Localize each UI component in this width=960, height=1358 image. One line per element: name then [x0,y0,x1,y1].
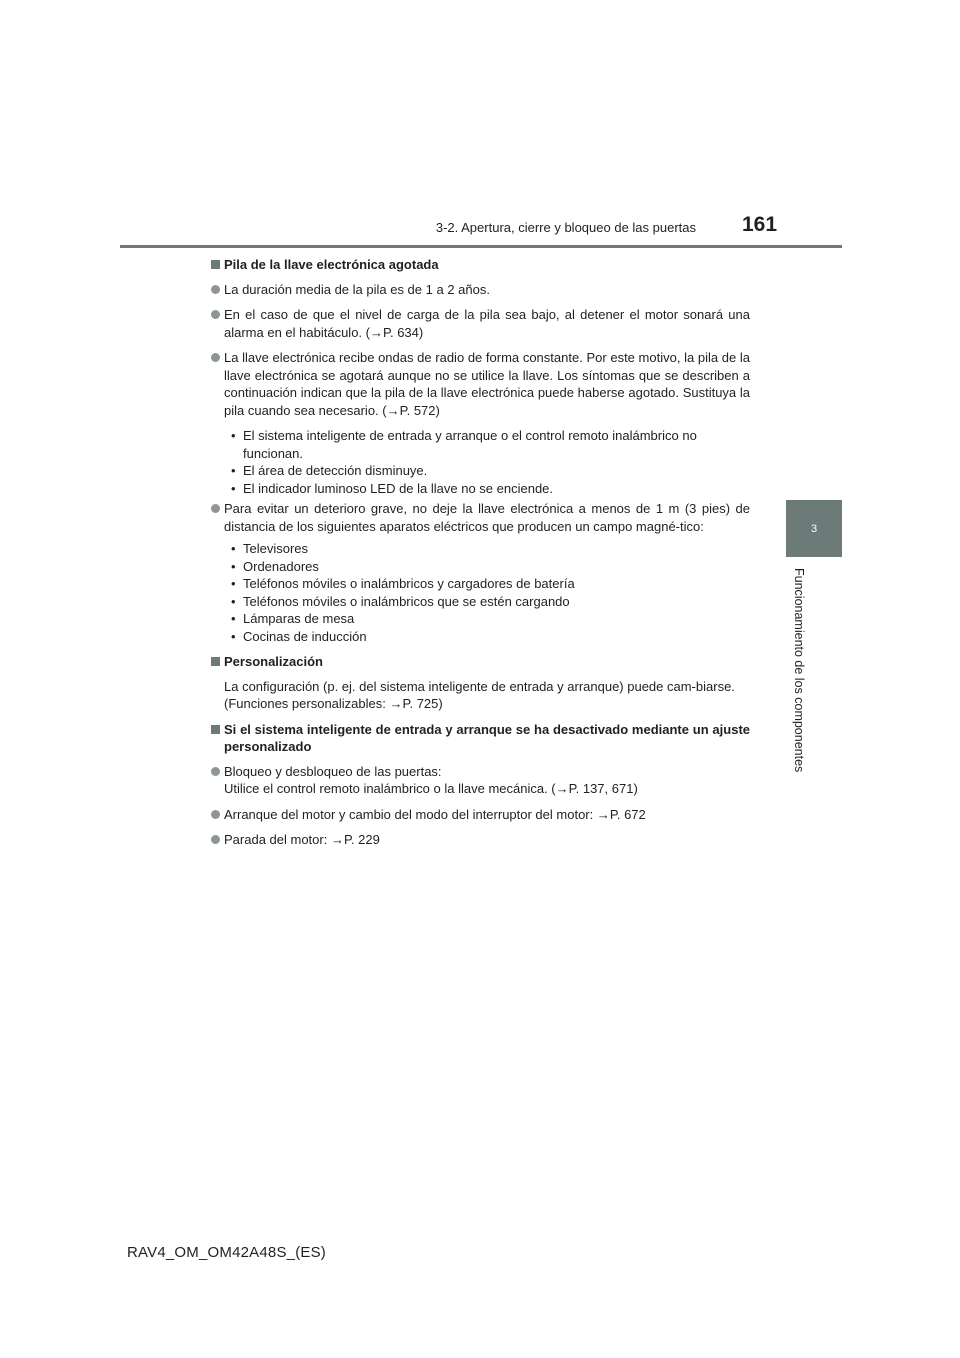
circle-bullet-icon [211,835,220,844]
square-bullet-icon [211,657,220,666]
list-item [211,500,750,535]
paragraph-text: La configuración (p. ej. del sistema inteligente de entrada y arranque) puede cam-biarse. [224,678,735,694]
list-marker: • [231,611,236,626]
bullet-text: Para evitar un deterioro grave, no deje la llave electrónica a menos de 1 m (3 pies) de distancia de los siguientes aparatos eléctricos que producen un campo magné-tico: [224,501,750,534]
list-marker: • [231,480,236,496]
list-marker: • [231,428,236,443]
device-text: Cocinas de inducción [243,628,367,644]
list-item [211,427,750,462]
bullet-text: Bloqueo y desbloqueo de las puertas: [224,763,442,779]
symptom-text: El sistema inteligente de entrada y arranque o el control remoto inalámbrico no funcionan. [243,428,697,461]
list-item [211,610,750,628]
device-text: Ordenadores [243,558,319,574]
bullet-text: La duración media de la pila es de 1 a 2 años. [224,281,490,297]
symptom-text: El área de detección disminuye. [243,463,428,478]
section-title: Personalización [224,654,323,669]
bullet-text: Parada del motor: →P. 229 [224,832,380,847]
section-title: Pila de la llave electrónica agotada [224,257,439,272]
section-header: 3-2. Apertura, cierre y bloqueo de las puertas [435,220,696,235]
header-rule [120,245,842,248]
list-marker: • [231,628,236,644]
device-list [211,540,750,645]
section-heading [211,721,750,756]
symptom-list [211,427,750,497]
symptom-text: El indicador luminoso LED de la llave no se enciende. [243,480,554,496]
chapter-tab[interactable] [786,500,842,557]
device-text: Teléfonos móviles o inalámbricos y cargadores de batería [243,576,575,591]
section-heading [211,653,750,671]
square-bullet-icon [211,260,220,269]
bullet-text: La llave electrónica recibe ondas de radio de forma constante. Por este motivo, la pila de la llave electrónica se agotará aunque no se utilice la llave. Los síntomas que se describen a continuación indican que la pila de la llave electrónica puede haberse agotado. Sustituya la pila cuando sea necesario. (→P. 572) [224,350,750,418]
list-item [211,462,750,480]
document-code: RAV4_OM_OM42A48S_(ES) [127,1244,327,1261]
list-item [211,806,750,824]
list-item [211,575,750,593]
list-marker: • [231,576,236,591]
section-title: Si el sistema inteligente de entrada y arranque se ha desactivado mediante un ajuste personalizado [224,721,750,754]
paragraph [211,678,750,713]
device-text: Televisores [243,541,309,556]
bullet-text: Utilice el control remoto inalámbrico o la llave mecánica. (→P. 137, 671) [224,781,638,796]
circle-bullet-icon [211,285,220,294]
square-bullet-icon [211,725,220,734]
list-marker: • [231,558,236,574]
list-marker: • [231,593,236,609]
bullet-text: Arranque del motor y cambio del modo del interruptor del motor: →P. 672 [224,806,646,822]
list-item [211,480,750,498]
list-item [211,593,750,611]
circle-bullet-icon [211,310,220,319]
list-item [211,540,750,558]
list-marker: • [231,541,236,556]
list-item [211,306,750,341]
paragraph-text: (Funciones personalizables: →P. 725) [224,696,443,711]
device-text: Teléfonos móviles o inalámbricos que se estén cargando [243,593,570,609]
device-text: Lámparas de mesa [243,611,355,626]
chapter-number: 3 [810,522,818,535]
list-item [211,831,750,849]
chapter-title-vertical: Funcionamiento de los componentes [792,568,806,773]
section-heading [211,256,750,274]
list-item [211,281,750,299]
page-number: 161 [742,213,778,236]
bullet-text: En el caso de que el nivel de carga de la pila sea bajo, al detener el motor sonará una alarma en el habitáculo. (→P. 634) [224,307,750,340]
list-marker: • [231,463,236,478]
page-content [211,256,750,857]
circle-bullet-icon [211,810,220,819]
list-item [211,558,750,576]
list-item [211,628,750,646]
circle-bullet-icon [211,353,220,362]
circle-bullet-icon [211,504,220,513]
list-item [211,349,750,419]
list-item [211,763,750,798]
circle-bullet-icon [211,767,220,776]
